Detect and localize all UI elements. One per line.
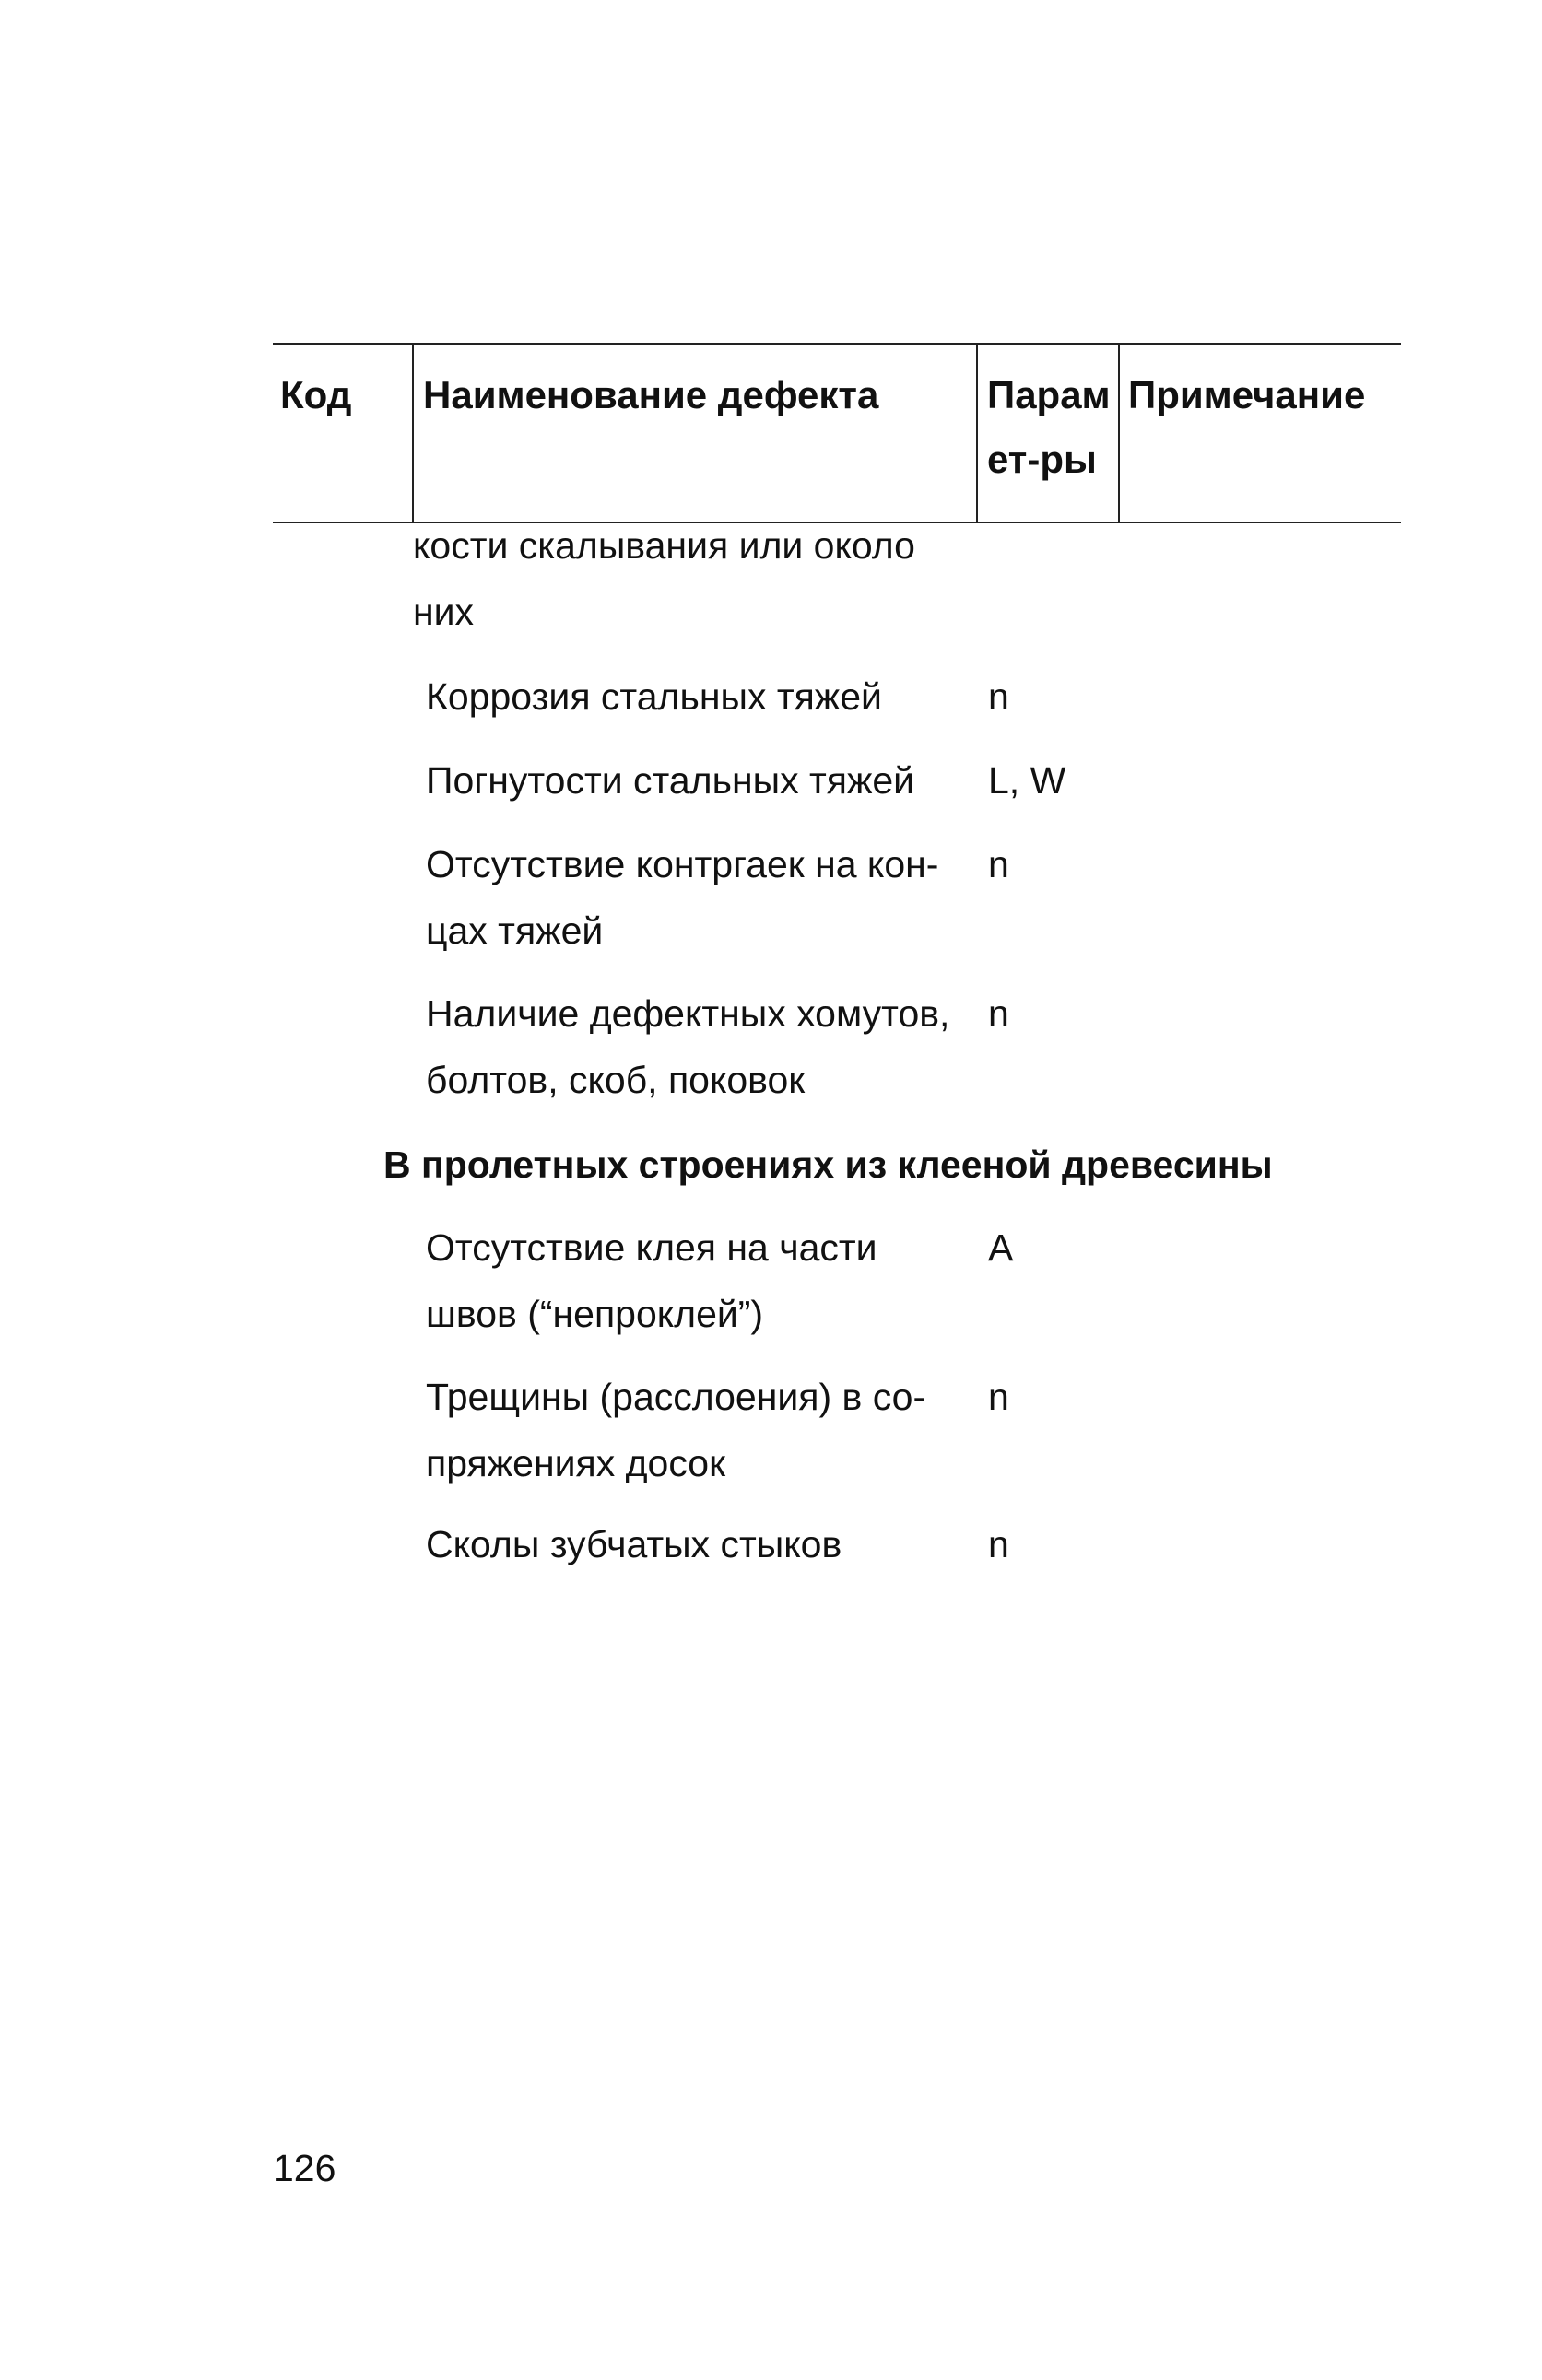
section-heading: В пролетных строениях из клееной древесины (383, 1143, 1273, 1186)
table-header (273, 343, 1401, 523)
header-code: Код (280, 373, 352, 416)
defect-param: n (988, 675, 1009, 718)
defect-name: Отсутствие клея на части (426, 1226, 877, 1269)
defect-name: Погнутости стальных тяжей (426, 759, 915, 802)
defect-param: n (988, 1523, 1009, 1565)
column-divider (412, 345, 414, 522)
defect-name-continued: болтов, скоб, поковок (426, 1059, 806, 1101)
column-divider (1118, 345, 1120, 522)
defect-param: A (988, 1226, 1014, 1269)
defect-name: Коррозия стальных тяжей (426, 675, 882, 718)
continuation-line: них (413, 591, 475, 633)
header-params-line2: ет-ры (987, 438, 1097, 481)
defect-param: n (988, 1376, 1009, 1418)
defect-name: Сколы зубчатых стыков (426, 1523, 842, 1565)
defect-name: Наличие дефектных хомутов, (426, 992, 950, 1035)
header-note: Примечание (1128, 373, 1366, 416)
header-params-line1: Парам (987, 373, 1111, 416)
defect-param: n (988, 843, 1009, 885)
column-divider (976, 345, 978, 522)
defect-param: n (988, 992, 1009, 1035)
defect-name-continued: цах тяжей (426, 909, 604, 952)
page-number: 126 (273, 2147, 336, 2189)
defect-name-continued: швов (“непроклей”) (426, 1293, 764, 1335)
defect-name-continued: пряжениях досок (426, 1442, 726, 1484)
defect-param: L, W (988, 759, 1066, 802)
header-name: Наименование дефекта (423, 373, 879, 416)
defect-name: Трещины (расслоения) в со- (426, 1376, 926, 1418)
defect-name: Отсутствие контргаек на кон- (426, 843, 939, 885)
continuation-line: кости скалывания или около (413, 524, 915, 567)
